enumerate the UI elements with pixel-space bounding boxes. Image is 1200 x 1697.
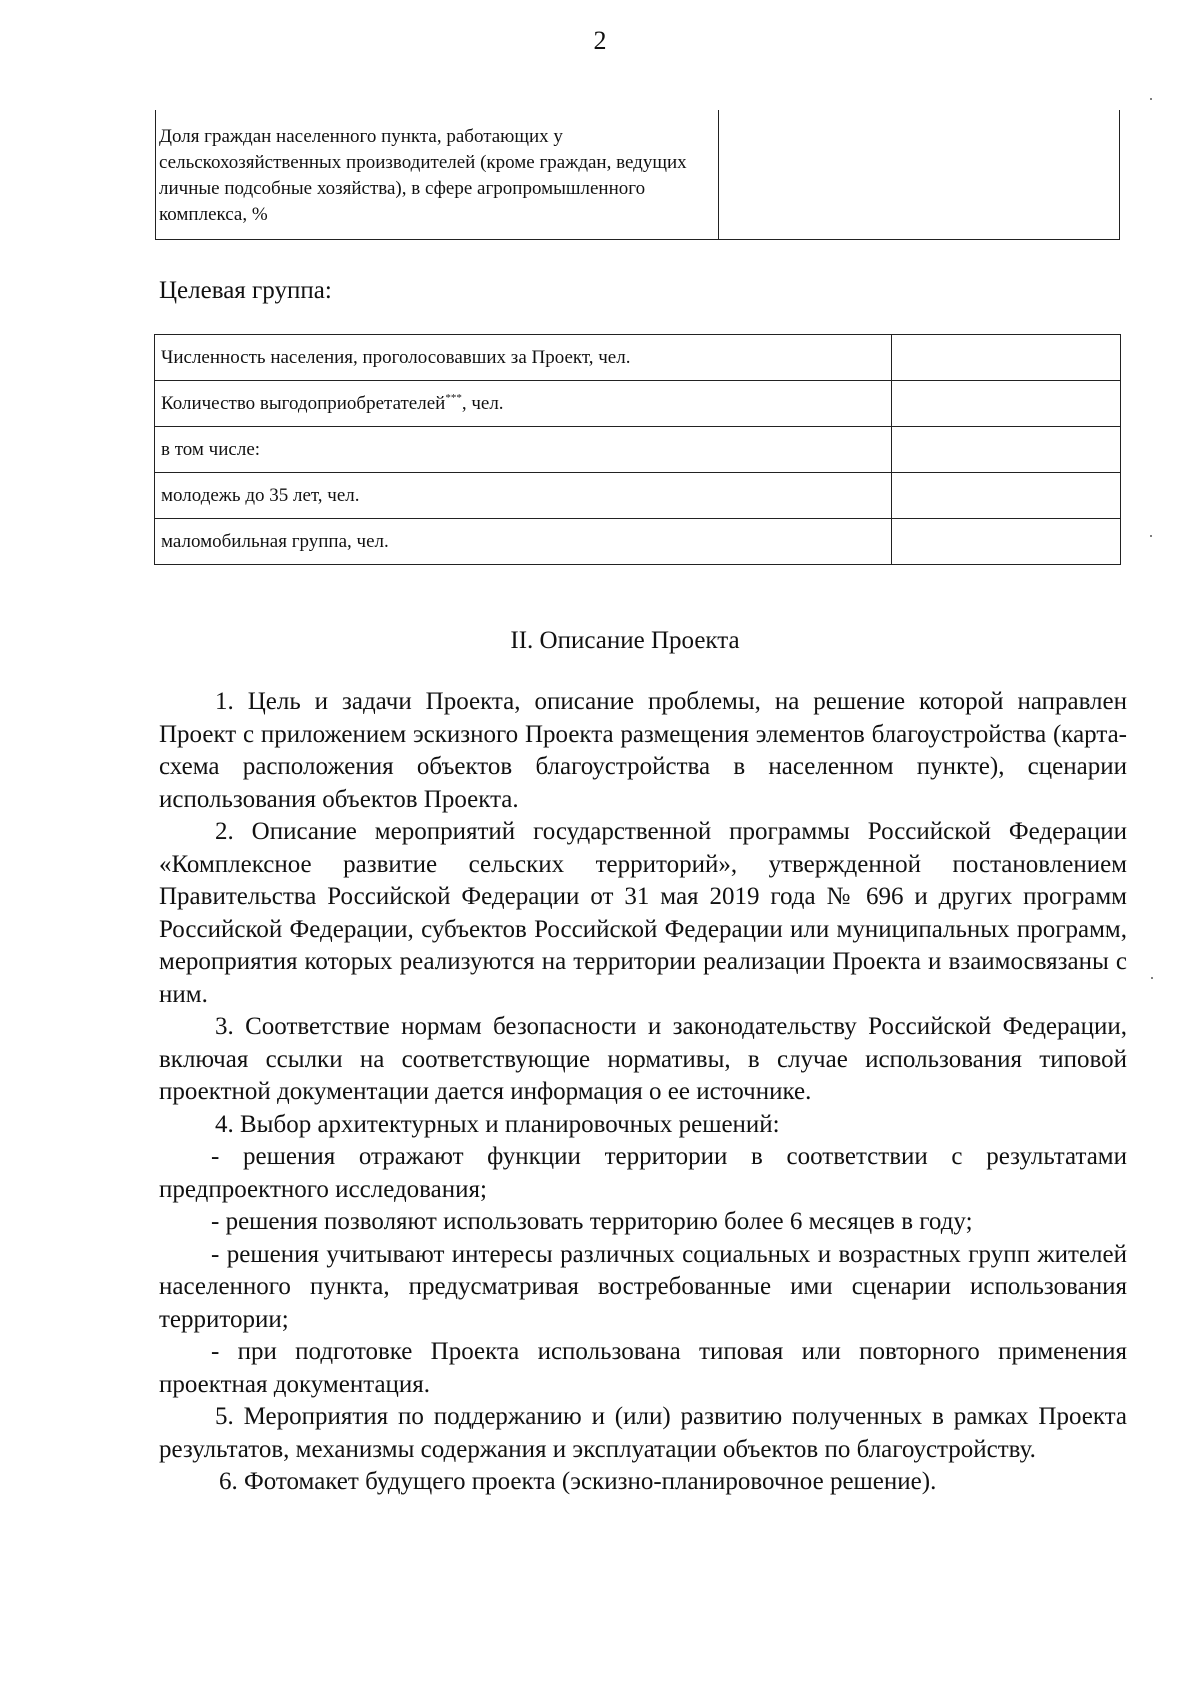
scan-speck: [1151, 977, 1153, 979]
target-group-table: [154, 334, 1121, 565]
scan-speck: [1150, 98, 1152, 100]
row-label: Количество выгодоприобретателей: [161, 392, 446, 414]
paragraph: 4. Выбор архитектурных и планировочных решений:: [215, 1110, 780, 1138]
row-label: маломобильная группа, чел.: [155, 519, 892, 565]
row-value: [892, 335, 1121, 381]
paragraph: 5. Мероприятия по поддержанию и (или) развитию полученных в рамках Проекта результатов, механизмы содержания и эксплуатации объектов по благоустройству.: [159, 1403, 1127, 1463]
footnote-marker: ***: [445, 391, 462, 404]
table-row: [155, 473, 1121, 519]
table-row: [155, 427, 1121, 473]
paragraph: 6. Фотомакет будущего проекта (эскизно-планировочное решение).: [219, 1468, 937, 1495]
row-value: [892, 381, 1121, 427]
row-label-beneficiaries: [155, 381, 892, 427]
row-label: молодежь до 35 лет, чел.: [155, 473, 892, 519]
row-label-suffix: , чел.: [461, 392, 504, 414]
table-row: [156, 110, 1120, 240]
table-row: [155, 519, 1121, 565]
table-row: [155, 335, 1121, 381]
paragraph: 2. Описание мероприятий государственной программы Российской Федерации «Комплексное развитие сельских территорий», утвержденной постановлением Правительства Российской Федерации от 31 мая 2019 года № 696 и других программ Российской Федерации, субъектов Российской Федерации или муниципальных программ, мероприятия которых реализуются на территории реализации Проекта и взаимосвязаны с ним.: [159, 818, 1127, 1008]
list-item: - решения учитывают интересы различных социальных и возрастных групп жителей населенного пункта, предусматривая востребованные ими сценарии использования территории;: [159, 1240, 1127, 1333]
list-item: - решения отражают функции территории в соответствии с результатами предпроектного исследования;: [159, 1143, 1127, 1203]
target-group-heading: Целевая группа:: [159, 277, 332, 304]
page-number: 2: [593, 26, 607, 55]
list-item: - решения позволяют использовать территорию более 6 месяцев в году;: [211, 1208, 973, 1235]
row-label: Численность населения, проголосовавших за Проект, чел.: [155, 335, 892, 381]
indicator-label: Доля граждан населенного пункта, работающих у сельскохозяйственных производителей (кроме граждан, ведущих личные подсобные хозяйства), в сфере агропромышленного комплекса, %: [156, 110, 719, 240]
row-label: в том числе:: [155, 427, 892, 473]
row-value: [892, 473, 1121, 519]
section-body: [159, 686, 1127, 1499]
list-item: - при подготовке Проекта использована типовая или повторного применения проектная документация.: [159, 1338, 1127, 1398]
row-value: [892, 519, 1121, 565]
indicator-value: [719, 110, 1120, 240]
scan-speck: [1150, 535, 1152, 537]
paragraph: 1. Цель и задачи Проекта, описание проблемы, на решение которой направлен Проект с приложением эскизного Проекта размещения элементов благоустройства (карта-схема расположения объектов благоустройства в населенном пункте), сценарии использования объектов Проекта.: [159, 688, 1127, 813]
row-value: [892, 427, 1121, 473]
table-row: [155, 381, 1121, 427]
paragraph: 3. Соответствие нормам безопасности и законодательству Российской Федерации, включая ссылки на соответствующие нормативы, в случае использования типовой проектной документации дается информация о ее источнике.: [159, 1013, 1127, 1105]
section-title: II. Описание Проекта: [510, 627, 740, 654]
indicator-table: [155, 110, 1120, 240]
